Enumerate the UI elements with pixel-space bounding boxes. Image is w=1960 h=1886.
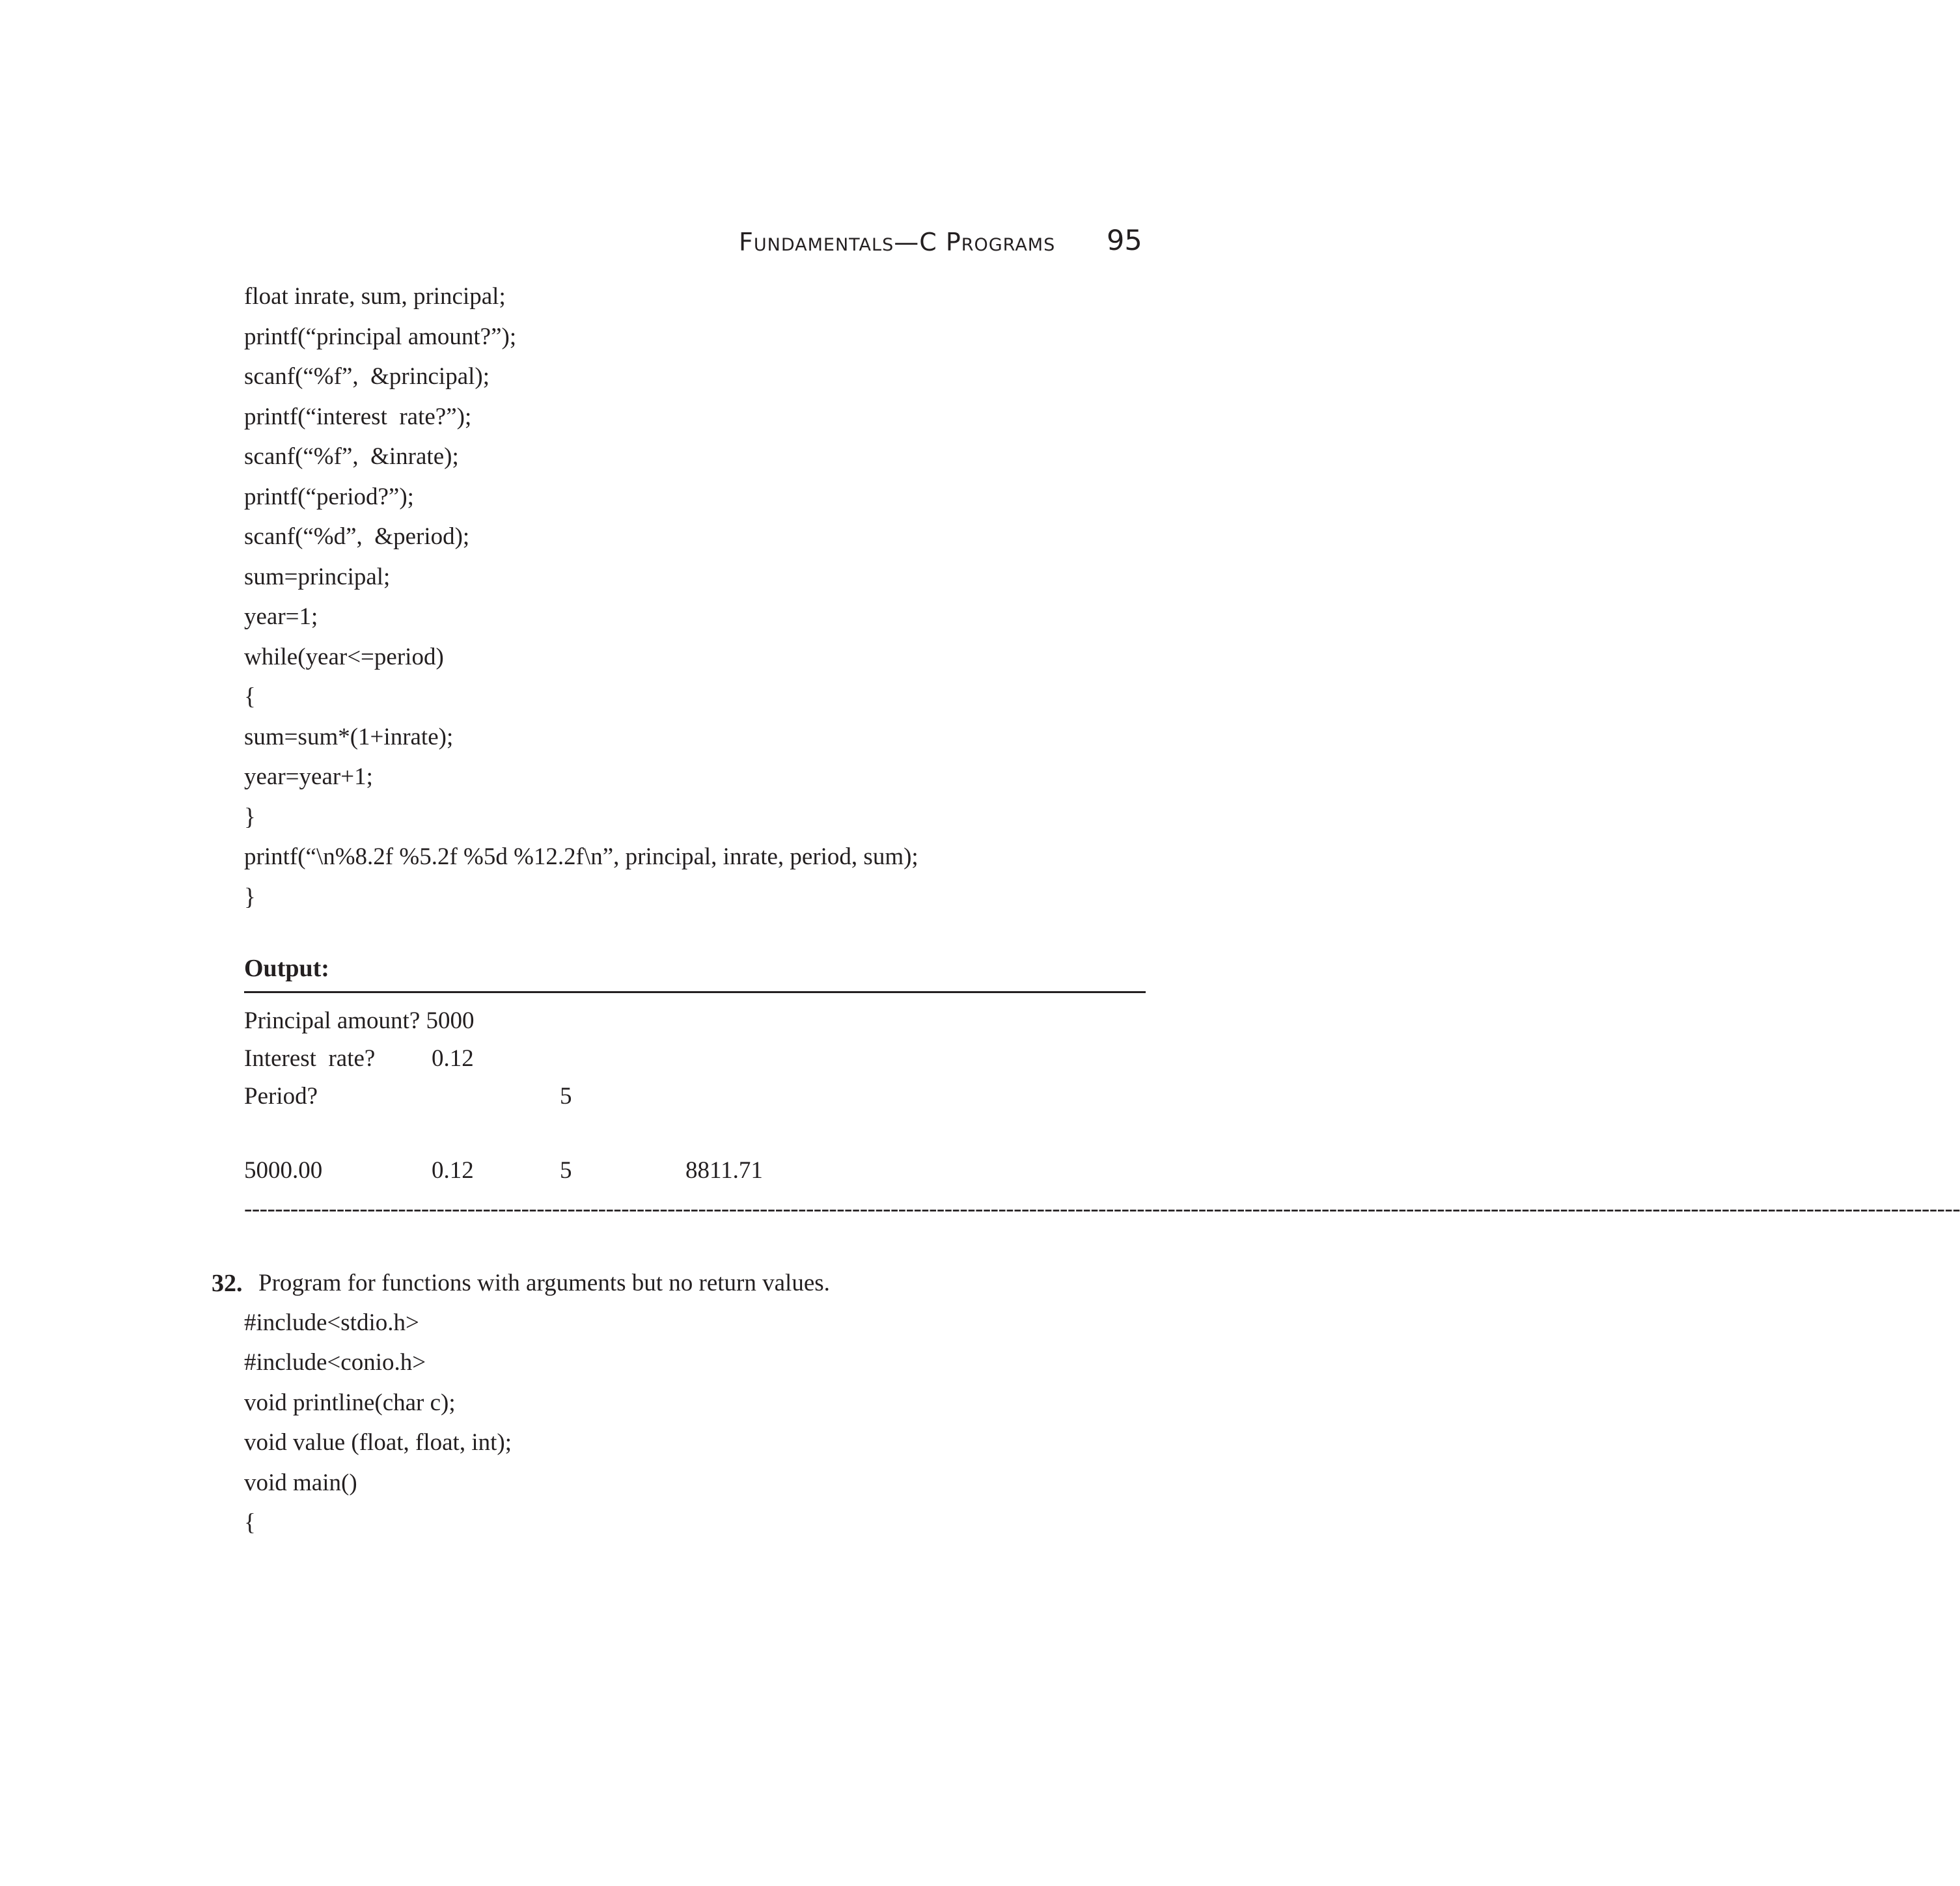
code-line: while(year<=period): [244, 644, 444, 670]
output-cell: Interest rate?: [244, 1045, 376, 1072]
code-line: sum=principal;: [244, 564, 391, 590]
code-line: scanf(“%f”, &inrate);: [244, 443, 459, 470]
code-line: #include<conio.h>: [244, 1349, 426, 1376]
output-rule: [244, 991, 1146, 993]
output-heading: Output:: [244, 955, 329, 982]
code-line: {: [244, 1509, 256, 1536]
item-title: Program for functions with arguments but no return values.: [258, 1270, 830, 1296]
output-cell: 5: [560, 1157, 572, 1184]
code-line: year=1;: [244, 603, 318, 630]
output-dash-line: -------------------------------------------------------------------------------------------------------------------------------------------------------------------------------------------------------------------------------: [244, 1196, 1960, 1222]
output-cell: 0.12: [432, 1045, 474, 1072]
output-cell: 8811.71: [685, 1157, 763, 1184]
output-cell: Principal amount? 5000: [244, 1007, 475, 1034]
code-line: float inrate, sum, principal;: [244, 283, 506, 310]
item-number: 32.: [212, 1270, 243, 1297]
code-line: year=year+1;: [244, 763, 373, 790]
code-line: printf(“principal amount?”);: [244, 323, 517, 350]
code-line: void printline(char c);: [244, 1389, 456, 1416]
code-line: {: [244, 683, 256, 710]
code-line: scanf(“%d”, &period);: [244, 523, 470, 550]
code-line: void value (float, float, int);: [244, 1429, 512, 1456]
page-number: 95: [1107, 225, 1142, 257]
code-line: #include<stdio.h>: [244, 1309, 419, 1336]
code-line: printf(“\n%8.2f %5.2f %5d %12.2f\n”, principal, inrate, period, sum);: [244, 843, 918, 870]
code-line: void main(): [244, 1469, 357, 1496]
output-cell: 5000.00: [244, 1157, 323, 1184]
output-cell: 5: [560, 1083, 572, 1110]
code-line: sum=sum*(1+inrate);: [244, 724, 454, 750]
code-line: scanf(“%f”, &principal);: [244, 363, 490, 390]
running-head: Fundamentals—C Programs: [739, 228, 1056, 256]
code-line: }: [244, 884, 256, 910]
output-cell: 0.12: [432, 1157, 474, 1184]
code-line: printf(“period?”);: [244, 484, 414, 510]
code-line: }: [244, 804, 256, 830]
code-line: printf(“interest rate?”);: [244, 403, 472, 430]
output-cell: Period?: [244, 1083, 318, 1110]
